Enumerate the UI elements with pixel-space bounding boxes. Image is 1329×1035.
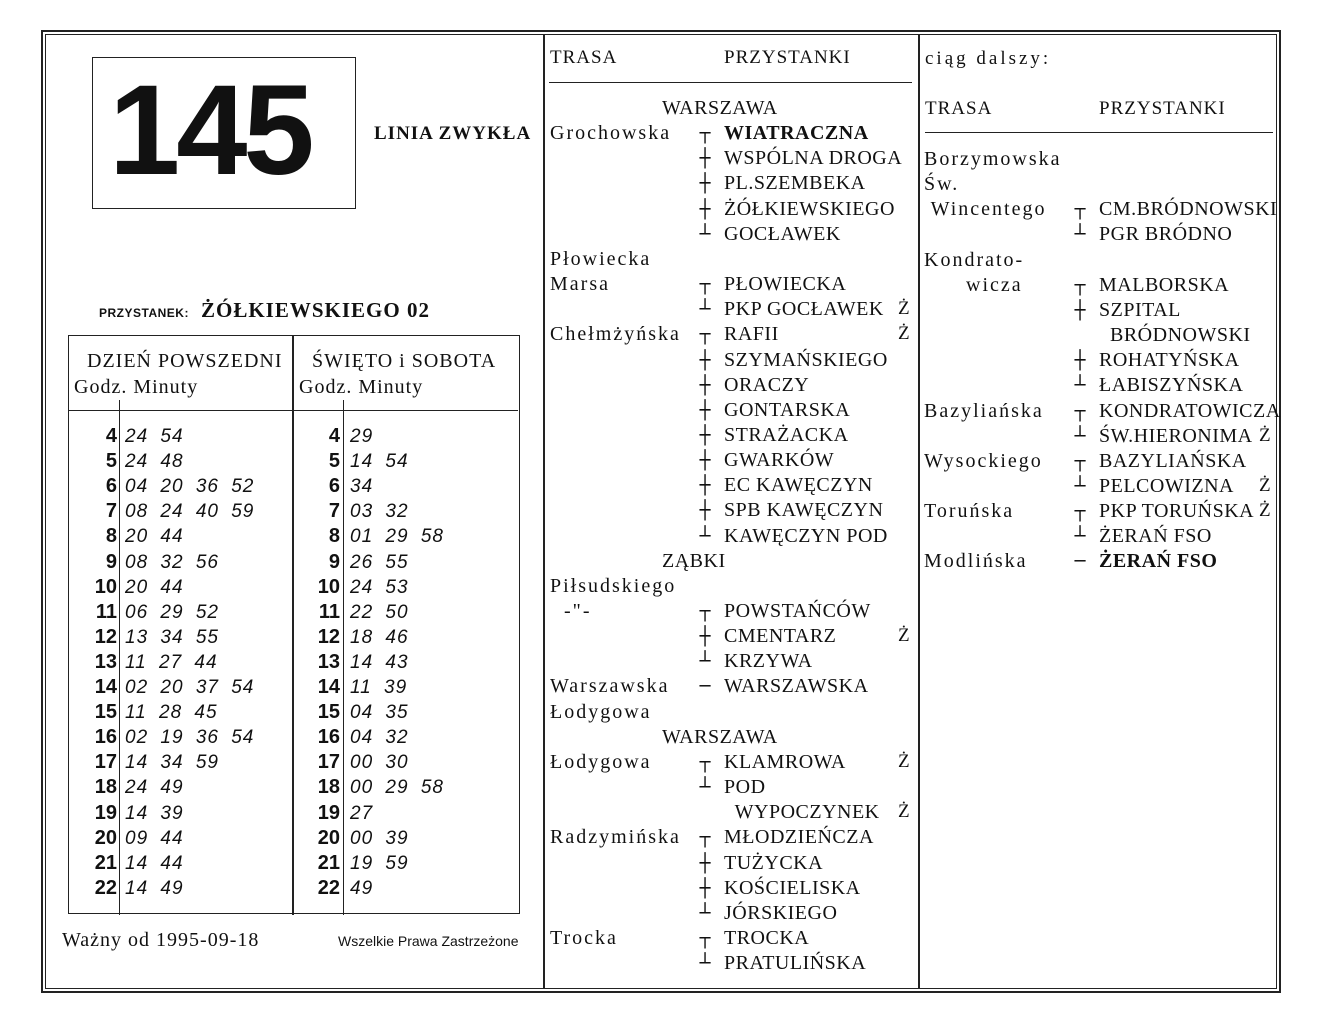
street-name: Wysockiego xyxy=(924,449,1043,472)
hour-cell: 12 xyxy=(94,625,117,648)
holiday-title: ŚWIĘTO i SOBOTA xyxy=(312,350,497,372)
street-name: Bazyliańska xyxy=(924,399,1044,422)
street-name: Trocka xyxy=(550,926,618,949)
street-name: Św. xyxy=(924,173,960,196)
hour-cell: 14 xyxy=(317,676,340,698)
stop-name: BRÓDNOWSKI xyxy=(1099,324,1251,347)
route-connector-icon: ┴ xyxy=(1074,224,1086,246)
minutes-cell: 04 32 xyxy=(350,727,409,749)
timetable xyxy=(68,335,520,914)
stop-name: BAZYLIAŃSKA xyxy=(1099,449,1247,472)
street-name: Toruńska xyxy=(924,500,1015,523)
route-connector-icon: ┴ xyxy=(699,223,711,245)
street-name: Borzymowska xyxy=(924,148,1062,170)
route-connector-icon: ┼ xyxy=(699,852,711,874)
holiday-subtitle: Godz. Minuty xyxy=(299,376,424,398)
route-connector-icon: ┴ xyxy=(699,525,711,547)
minutes-cell: 18 46 xyxy=(350,626,409,648)
street-name: Chełmżyńska xyxy=(550,323,681,346)
route-connector-icon: ┴ xyxy=(699,299,711,321)
street-name: Radzymińska xyxy=(550,826,681,849)
route-connector-icon: ┼ xyxy=(699,500,711,522)
stop-name: PRATULIŃSKA xyxy=(724,952,867,975)
route-connector-icon: ┼ xyxy=(699,374,711,396)
street-name: Kondrato- xyxy=(924,248,1025,271)
timetable-header-rule xyxy=(69,410,518,411)
route-connector-icon: ┼ xyxy=(699,399,711,421)
stop-name: WARSZAWSKA xyxy=(724,675,869,698)
continued-label: ciąg dalszy: xyxy=(925,48,1052,69)
minutes-cell: 14 43 xyxy=(350,651,409,673)
minutes-cell: 00 30 xyxy=(350,752,409,774)
route-connector-icon: ┴ xyxy=(699,651,711,673)
hour-cell: 8 xyxy=(328,525,340,548)
minutes-cell: 08 24 40 59 xyxy=(125,501,255,523)
stop-name: SPB KAWĘCZYN xyxy=(724,499,884,522)
minutes-cell: 49 xyxy=(350,877,374,899)
route-connector-icon: ┼ xyxy=(699,450,711,472)
minutes-cell: 14 34 59 xyxy=(125,752,219,774)
stop-name: STRAŻACKA xyxy=(724,423,849,446)
hour-cell: 4 xyxy=(105,425,117,447)
route-connector-icon: ┼ xyxy=(699,173,711,195)
hour-cell: 21 xyxy=(94,851,117,874)
route-connector-icon: ┴ xyxy=(1074,375,1086,397)
route-connector-icon: ┴ xyxy=(1074,475,1086,497)
stops-header-2: PRZYSTANKI xyxy=(1099,98,1226,119)
hour-cell: 14 xyxy=(94,676,117,698)
route-connector-icon: ┬ xyxy=(1074,274,1086,296)
minutes-cell: 11 28 45 xyxy=(125,702,218,724)
stop-name: PELCOWIZNA xyxy=(1099,474,1234,497)
route-connector-icon: ┼ xyxy=(699,626,711,648)
minutes-cell: 01 29 58 xyxy=(350,526,444,548)
stop-name: PKP TORUŃSKA xyxy=(1099,500,1255,523)
street-name: Modlińska xyxy=(924,550,1028,573)
minutes-cell: 11 27 44 xyxy=(125,651,218,673)
stop-name: TROCKA xyxy=(724,926,810,949)
street-name: Grochowska xyxy=(550,122,672,145)
minutes-cell: 06 29 52 xyxy=(125,601,219,623)
minutes-cell: 24 54 xyxy=(125,426,184,447)
minutes-cell: 00 29 58 xyxy=(350,777,444,799)
route-connector-icon: ┬ xyxy=(699,927,711,949)
stop-name: PL.SZEMBEKA xyxy=(724,172,866,195)
street-name: Płowiecka xyxy=(550,247,652,270)
stop-name: WSPÓLNA DROGA xyxy=(724,147,903,170)
stop-name: PŁOWIECKA xyxy=(724,273,847,296)
minutes-cell: 34 xyxy=(350,476,374,498)
route-connector-icon: ┴ xyxy=(1074,425,1086,447)
minutes-cell: 04 35 xyxy=(350,702,409,724)
minutes-cell: 00 39 xyxy=(350,827,409,849)
hour-cell: 9 xyxy=(328,550,340,573)
stop-name: MŁODZIEŃCZA xyxy=(724,826,874,849)
minutes-cell: 24 49 xyxy=(125,777,184,799)
minutes-cell: 14 54 xyxy=(350,451,409,473)
stop-name: TUŻYCKA xyxy=(724,851,824,874)
hour-cell: 13 xyxy=(317,650,340,673)
street-name: Łodygowa xyxy=(550,700,652,723)
hour-cell: 15 xyxy=(94,701,117,724)
route-connector-icon: ┼ xyxy=(699,424,711,446)
hour-cell: 18 xyxy=(94,776,117,799)
route-connector-icon: ┼ xyxy=(699,148,711,170)
route-connector-icon: ┼ xyxy=(1074,299,1086,321)
minutes-cell: 04 20 36 52 xyxy=(125,476,255,498)
minutes-cell: 26 55 xyxy=(350,551,409,573)
stop-name: KLAMROWA xyxy=(724,750,846,773)
route-connector-icon: ┬ xyxy=(699,123,711,145)
stops-header: PRZYSTANKI xyxy=(724,47,851,68)
minutes-cell: 02 19 36 54 xyxy=(125,727,255,749)
column-divider-1 xyxy=(543,34,545,989)
minutes-cell: 20 44 xyxy=(125,576,184,598)
stop-name: MALBORSKA xyxy=(1099,273,1230,296)
stop-name: ORACZY xyxy=(724,373,810,396)
street-name: -"- xyxy=(550,600,592,622)
route-header: TRASA xyxy=(550,47,618,68)
valid-from: Ważny od 1995-09-18 xyxy=(62,929,260,951)
stop-name: WIATRACZNA xyxy=(724,122,869,145)
minutes-cell: 08 32 56 xyxy=(125,551,219,573)
route-connector-icon: ┬ xyxy=(699,324,711,346)
stop-name: ŻERAŃ FSO xyxy=(1099,525,1212,548)
town-label: ZĄBKI xyxy=(662,549,726,572)
request-stop-flag: Ż xyxy=(1259,474,1271,496)
minutes-cell: 14 49 xyxy=(125,877,184,899)
hour-cell: 8 xyxy=(105,525,117,548)
stop-name: SZPITAL xyxy=(1099,298,1181,321)
stop-name: ŚW.HIERONIMA xyxy=(1099,424,1253,447)
stop-name: KRZYWA xyxy=(724,650,813,673)
minutes-cell: 22 50 xyxy=(350,601,409,623)
stop-name: ŻÓŁKIEWSKIEGO 02 xyxy=(201,298,430,322)
stop-name: GOCŁAWEK xyxy=(724,222,841,245)
route-connector-icon: ┬ xyxy=(699,827,711,849)
stop-name: ŻÓŁKIEWSKIEGO xyxy=(724,197,895,220)
stop-name: RAFII xyxy=(724,323,779,346)
route-connector-icon: ┼ xyxy=(1074,350,1086,372)
column-divider-2 xyxy=(918,34,920,989)
stop-name: PGR BRÓDNO xyxy=(1099,223,1233,246)
route-connector-icon: ┬ xyxy=(1074,501,1086,523)
hour-cell: 11 xyxy=(318,600,340,623)
hour-cell: 9 xyxy=(105,550,117,573)
street-name: wicza xyxy=(924,273,1023,296)
stop-label: PRZYSTANEK: xyxy=(99,306,189,320)
route-header-rule xyxy=(549,82,912,83)
hour-cell: 16 xyxy=(94,726,117,749)
request-stop-flag: Ż xyxy=(898,625,910,647)
stop-name: WYPOCZYNEK xyxy=(724,801,880,824)
route-connector-icon: ┬ xyxy=(699,751,711,773)
hour-cell: 16 xyxy=(317,726,340,749)
stop-name: GONTARSKA xyxy=(724,398,851,421)
weekday-title: DZIEŃ POWSZEDNI xyxy=(87,350,283,372)
street-name: Warszawska xyxy=(550,675,670,698)
hour-cell: 13 xyxy=(94,650,117,673)
route-connector-icon: ┬ xyxy=(699,601,711,622)
hour-cell: 17 xyxy=(317,751,340,774)
route-connector-icon: ┴ xyxy=(699,953,711,975)
hour-cell: 19 xyxy=(317,801,340,824)
street-name: Marsa xyxy=(550,273,610,296)
hour-cell: 20 xyxy=(94,826,117,849)
request-stop-flag: Ż xyxy=(1259,500,1271,522)
rights-notice: Wszelkie Prawa Zastrzeżone xyxy=(338,933,519,949)
street-name: Wincentego xyxy=(924,198,1047,221)
holiday-hour-rule xyxy=(343,400,344,915)
stop-name: CMENTARZ xyxy=(724,625,837,648)
route-connector-icon: ┬ xyxy=(699,274,711,296)
hour-cell: 20 xyxy=(317,826,340,849)
minutes-cell: 03 32 xyxy=(350,501,409,523)
request-stop-flag: Ż xyxy=(898,298,910,320)
request-stop-flag: Ż xyxy=(1259,424,1271,446)
minutes-cell: 29 xyxy=(350,426,374,447)
route-connector-icon: ┼ xyxy=(699,349,711,371)
stop-name: CM.BRÓDNOWSKI xyxy=(1099,198,1278,221)
route-header-2: TRASA xyxy=(925,98,993,119)
route-connector-icon: ┬ xyxy=(1074,400,1086,422)
line-number-box xyxy=(92,57,356,209)
town-label: WARSZAWA xyxy=(662,725,778,748)
hour-cell: 5 xyxy=(328,450,340,473)
route-connector-icon: ┬ xyxy=(1074,450,1086,472)
hour-cell: 10 xyxy=(317,575,340,598)
route-header-rule-2 xyxy=(925,132,1273,133)
route-connector-icon: ┴ xyxy=(699,777,711,799)
route-connector-icon: ┼ xyxy=(699,877,711,899)
street-name: Łodygowa xyxy=(550,750,652,773)
hour-cell: 19 xyxy=(94,801,117,824)
route-connector-icon: ┼ xyxy=(699,198,711,220)
request-stop-flag: Ż xyxy=(898,801,910,823)
route-connector-icon: ─ xyxy=(699,676,711,698)
minutes-cell: 11 39 xyxy=(350,677,408,698)
stop-name: POWSTAŃCÓW xyxy=(724,600,871,622)
hour-cell: 18 xyxy=(317,776,340,799)
stop-name: ŻERAŃ FSO xyxy=(1099,550,1218,573)
route-connector-icon: ┬ xyxy=(1074,199,1086,221)
weekday-hour-rule xyxy=(119,400,120,915)
route-connector-icon: ┴ xyxy=(699,902,711,924)
minutes-cell: 27 xyxy=(350,802,374,824)
minutes-cell: 19 59 xyxy=(350,852,409,874)
stop-name: EC KAWĘCZYN xyxy=(724,474,873,497)
hour-cell: 6 xyxy=(105,475,117,498)
route-connector-icon: ┼ xyxy=(699,475,711,497)
line-number: 145 xyxy=(109,59,311,202)
stop-name: PKP GOCŁAWEK xyxy=(724,298,884,321)
stop-name: KOŚCIELISKA xyxy=(724,876,861,899)
stop-name: ŁABISZYŃSKA xyxy=(1099,374,1244,397)
stop-name: JÓRSKIEGO xyxy=(724,901,838,924)
town-label: WARSZAWA xyxy=(662,97,778,119)
hour-cell: 21 xyxy=(317,851,340,874)
minutes-cell: 14 39 xyxy=(125,802,184,824)
hour-cell: 10 xyxy=(94,575,117,598)
hour-cell: 7 xyxy=(328,500,340,523)
minutes-cell: 24 48 xyxy=(125,451,184,473)
hour-cell: 17 xyxy=(94,751,117,774)
stop-name: SZYMAŃSKIEGO xyxy=(724,348,888,371)
minutes-cell: 13 34 55 xyxy=(125,626,219,648)
hour-cell: 22 xyxy=(317,876,340,899)
hour-cell: 6 xyxy=(328,475,340,498)
minutes-cell: 14 44 xyxy=(125,852,184,874)
minutes-cell: 24 53 xyxy=(350,576,409,598)
minutes-cell: 09 44 xyxy=(125,827,184,849)
route-connector-icon: ─ xyxy=(1074,551,1086,573)
hour-cell: 7 xyxy=(105,500,117,523)
stop-name: KAWĘCZYN POD xyxy=(724,524,888,547)
line-type: LINIA ZWYKŁA xyxy=(374,123,532,144)
weekday-subtitle: Godz. Minuty xyxy=(74,376,199,398)
hour-cell: 5 xyxy=(105,450,117,473)
route-connector-icon: ┴ xyxy=(1074,526,1086,548)
stop-name: POD xyxy=(724,776,766,799)
hour-cell: 11 xyxy=(95,600,117,623)
stop-name: GWARKÓW xyxy=(724,449,835,472)
stop-name: ROHATYŃSKA xyxy=(1099,349,1240,372)
hour-cell: 4 xyxy=(328,425,340,447)
hour-cell: 15 xyxy=(317,701,340,724)
minutes-cell: 02 20 37 54 xyxy=(125,677,255,698)
minutes-cell: 20 44 xyxy=(125,526,184,548)
stop-name: KONDRATOWICZA xyxy=(1099,399,1281,422)
request-stop-flag: Ż xyxy=(898,750,910,772)
hour-cell: 22 xyxy=(94,876,117,899)
request-stop-flag: Ż xyxy=(898,323,910,345)
street-name: Piłsudskiego xyxy=(550,574,677,597)
hour-cell: 12 xyxy=(317,625,340,648)
